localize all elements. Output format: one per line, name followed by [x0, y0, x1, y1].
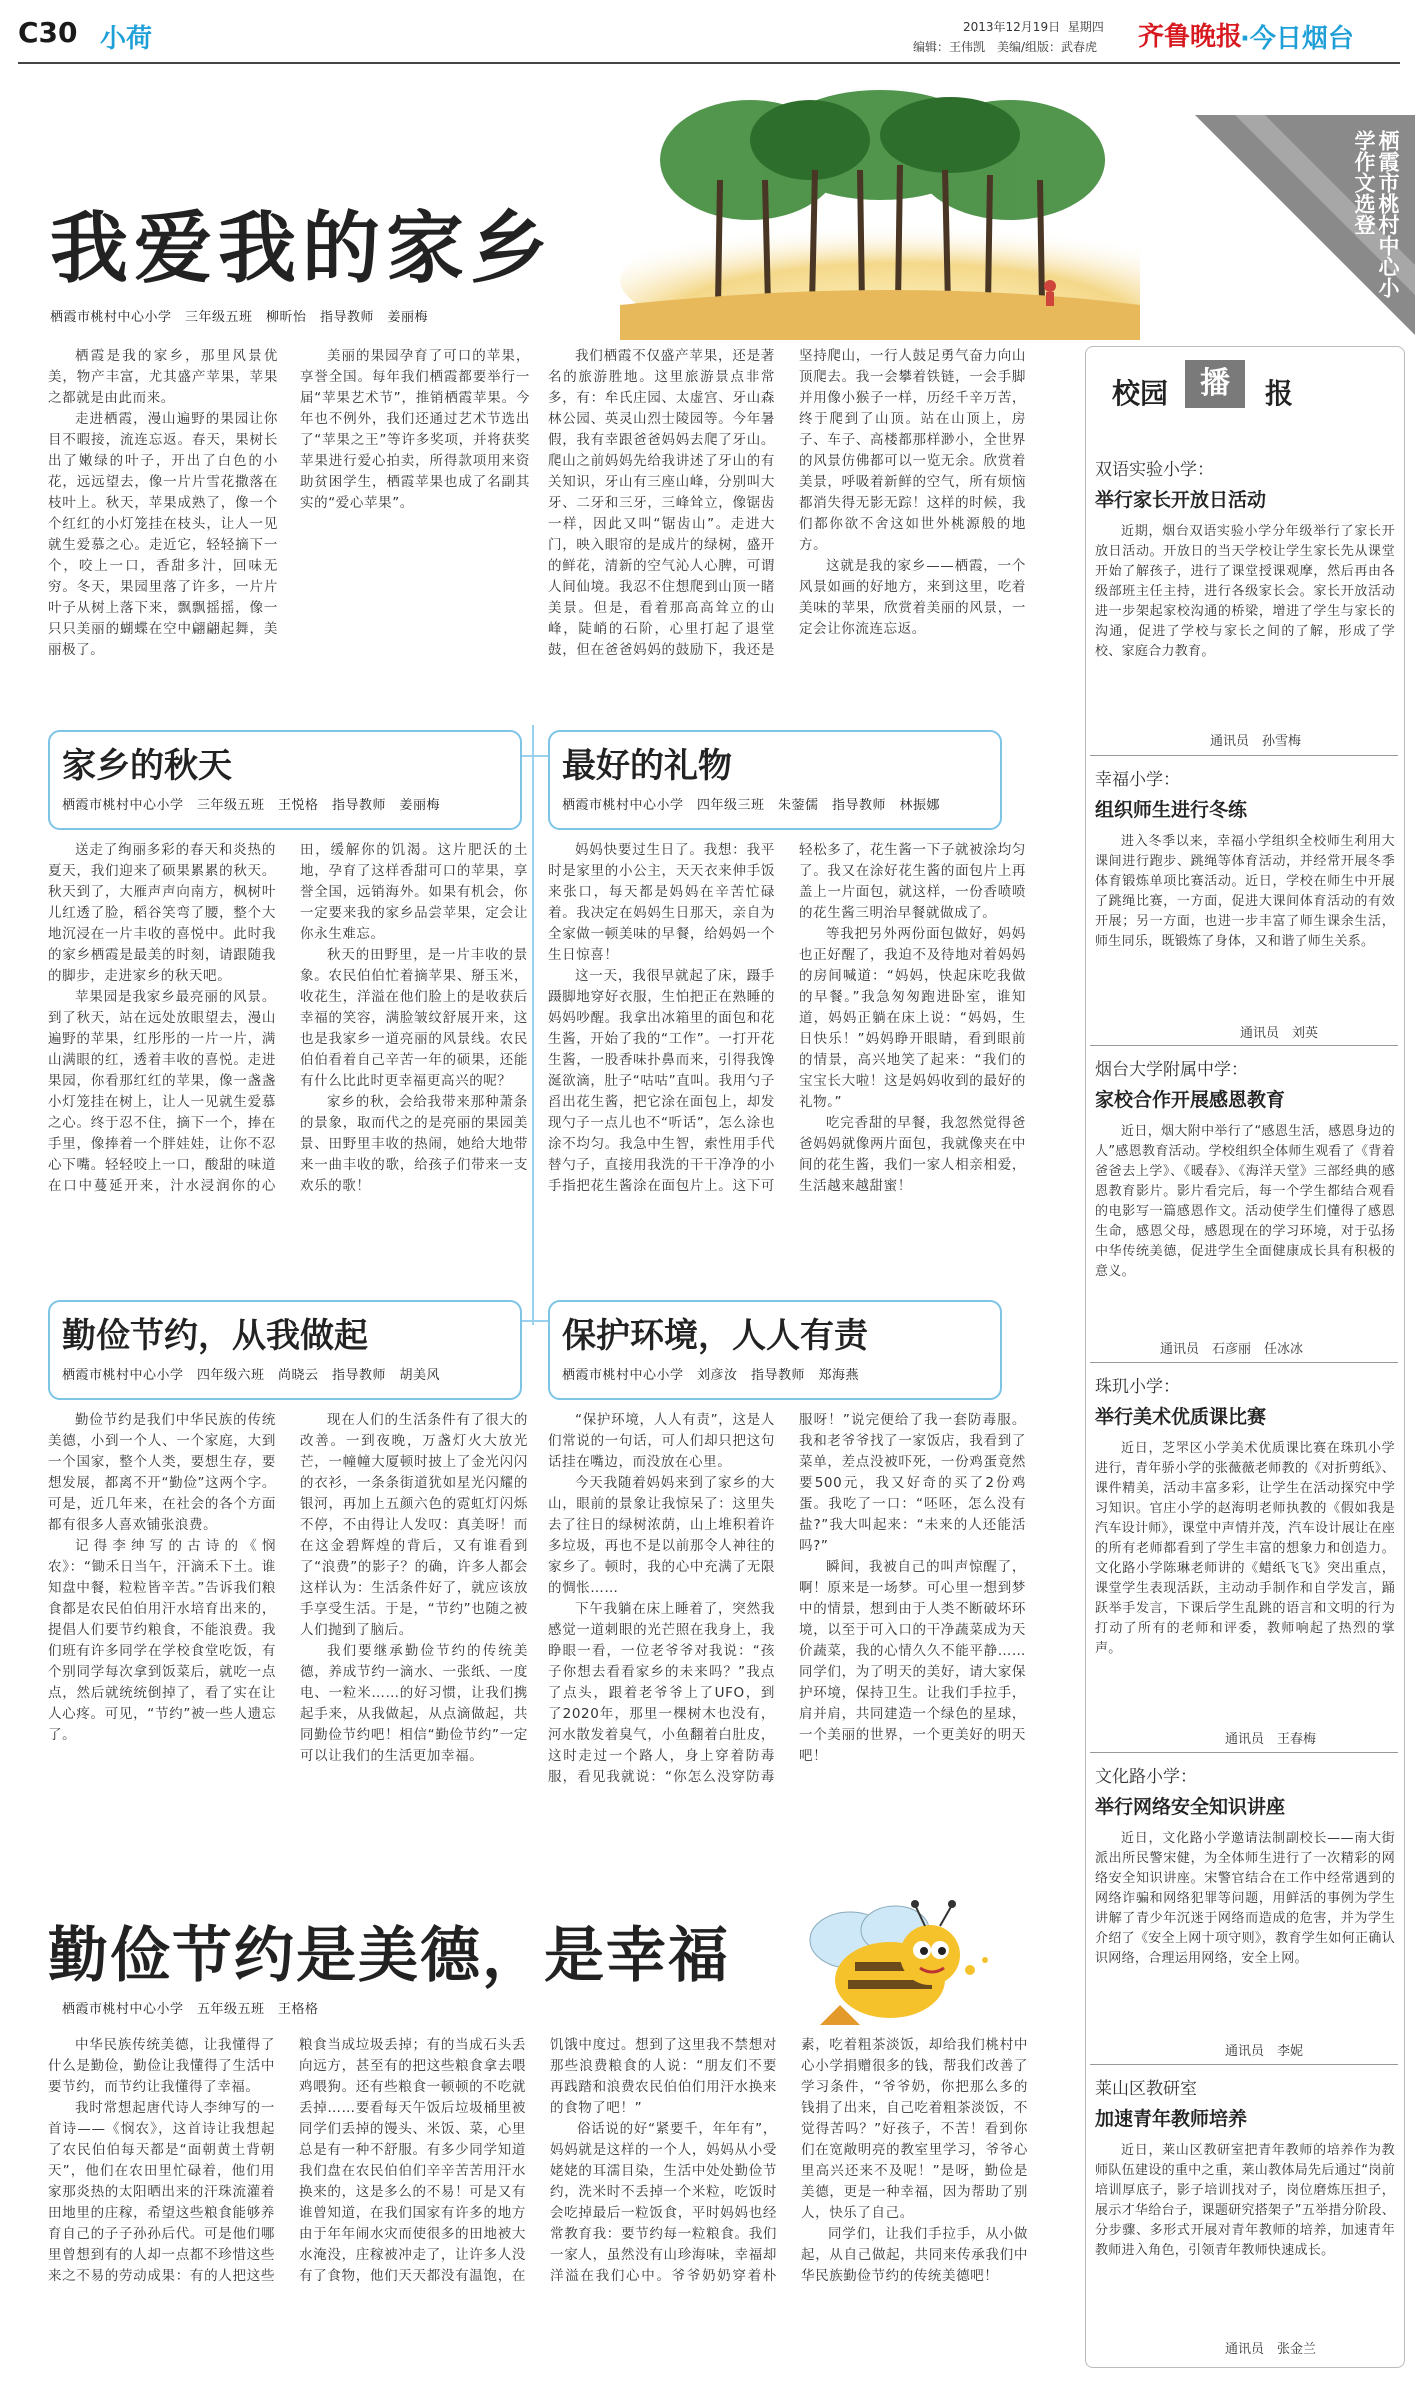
article2-byline: 栖霞市桃村中心小学 三年级五班 王悦格 指导教师 姜丽梅	[62, 798, 441, 813]
news-divider	[1090, 2064, 1398, 2065]
article3-title: 最好的礼物	[562, 746, 732, 786]
forest-illustration	[600, 90, 1140, 340]
article4-title: 勤俭节约，从我做起	[62, 1316, 368, 1356]
paragraph: 我们要继承勤俭节约的传统美德，养成节约一滴水、一张纸、一度电、一粒米……的好习惯，让我们携起手来，从我做起，从点滴做起，共同勤俭节约吧！相信“勤俭节约”一定可以让我们的生活更加幸福。	[300, 1643, 528, 1764]
news-body: 近日，烟大附中举行了“感恩生活，感恩身边的人”感恩教育活动。学校组织全体师生观看了《背着爸爸去上学》、《暖春》、《海洋天堂》三部经典的感恩教育影片。影片看完后，每一个学生都结合观看的电影写一篇感恩作文。活动使学生们懂得了感恩生命，感恩父母，感恩现在的学习环境，对于弘扬中华传统美德，促进学生全面健康成长具有积极的意义。	[1095, 1124, 1395, 1279]
paragraph: 勤俭节约是我们中华民族的传统美德，小到一个人、一个家庭，大到一个国家，整个人类，要想生存，要想发展，都离不开“勤俭”这两个字。可是，近几年来，在社会的各个方面都有很多人喜欢铺张浪费。	[48, 1412, 276, 1533]
article3-byline: 栖霞市桃村中心小学 四年级三班 朱蓥儒 指导教师 林振娜	[562, 798, 941, 813]
page-number: C30	[18, 16, 78, 49]
issue-date: 2013年12月19日 星期四	[963, 20, 1104, 34]
article6-byline: 栖霞市桃村中心小学 五年级五班 王格格	[62, 2002, 319, 2017]
sidebar-title-c: 报	[1265, 377, 1294, 410]
news-headline: 举行网络安全知识讲座	[1095, 1796, 1286, 1818]
brand-logo: 齐鲁晚报	[1138, 22, 1243, 52]
brand-sub: ·今日烟台	[1240, 24, 1354, 54]
paragraph: 苹果园是我家乡最亮丽的风景。到了秋天，站在远处放眼望去，漫山遍野的苹果，红彤彤的一片一片，满山满眼的红，透着丰收的喜悦。走进果园，你看那红红的苹果，像一盏盏小灯笼挂在树上，让人一见就生爱慕之心。终于忍不住，摘下一个，捧在手里，像捧着一个胖娃娃，让你不忍心下嘴。轻轻咬上一口，酸甜的味道在口中蔓延开来，汁水浸润你的心田，缓解你的饥渴。这片肥沃的土地，孕育了这样香甜可口的苹果，享誉全国，远销海外。如果有机会，你一定要来我的家乡品尝苹果，定会让你永生难忘。	[48, 842, 528, 1194]
article4-byline: 栖霞市桃村中心小学 四年级六班 尚晓云 指导教师 胡美风	[62, 1368, 441, 1383]
news-school: 珠玑小学：	[1095, 1377, 1180, 1397]
news-signature: 通讯员 石彦丽 任冰冰	[1160, 1342, 1304, 1357]
article4-body	[48, 1410, 528, 1875]
paragraph: “保护环境，人人有责”，这是人们常说的一句话，可人们却只把这句话挂在嘴边，而没放在心里。	[548, 1412, 775, 1470]
paragraph: 等我把另外两份面包做好，妈妈也正好醒了，我迫不及待地对着妈妈的房间喊道：“妈妈，快起床吃我做的早餐。”我急匆匆跑进卧室，谁知道，妈妈正躺在床上说：“妈妈，生日快乐！”妈妈睁开眼睛，看到眼前的情景，高兴地笑了起来：“我们的宝宝长大啦！这是妈妈收到的最好的礼物。”	[799, 926, 1026, 1110]
sidebar-title-a: 校园	[1112, 377, 1169, 410]
news-body: 近日，莱山区教研室把青年教师的培养作为教师队伍建设的重中之重，莱山教体局先后通过“岗前培训厚底子，影子培训找对子，岗位磨炼压担子，展示才华给台子，课题研究搭架子”五举措分阶段、分步骤、多形式开展对青年教师的培养，加速青年教师进入角色，引领青年教师快速成长。	[1095, 2143, 1395, 2258]
editors: 编辑：王伟凯 美编/组版：武春虎	[913, 40, 1098, 54]
paragraph: 秋天的田野里，是一片丰收的景象。农民伯伯忙着摘苹果、掰玉米，收花生，洋溢在他们脸上的是收获后幸福的笑容，满脸皱纹舒展开来，这也是我家乡一道亮丽的风景线。农民伯伯看着自己辛苦一年的硕果，还能有什么比此时更幸福更高兴的呢？	[300, 947, 528, 1089]
news-school: 幸福小学：	[1095, 770, 1180, 790]
paragraph: 中华民族传统美德，让我懂得了什么是勤俭，勤俭让我懂得了生活中要节约，而节约让我懂得了幸福。	[48, 2037, 275, 2095]
paragraph: 俗话说的好“紧要千，年年有”，妈妈就是这样的一个人，妈妈从小受姥姥的耳濡目染，生活中处处勤俭节约，洗米时不丢掉一个米粒，吃饭时会吃掉最后一粒饭食，平时妈妈也经常教育我：要节约每一粒粮食。我们一家人，虽然没有山珍海味，幸福却洋溢在我们心中。爷爷奶奶穿着朴素，吃着粗茶淡饭，却给我们桃村中心小学捐赠很多的钱，帮我们改善了学习条件，“爷爷奶，你把那么多的钱捐了出来，自己吃着粗茶淡饭，不觉得苦吗？”好孩子，不苦！看到你们在宽敞明亮的教室里学习，爷爷心里高兴还来不及呢！”是呀，勤俭是美德，更是一种幸福，因为帮助了别人，快乐了自己。	[550, 2037, 1028, 2284]
paragraph: 吃完香甜的早餐，我忽然觉得爸爸妈妈就像两片面包，我就像夹在中间的花生酱，我们一家人相亲相爱，生活越来越甜蜜！	[799, 1115, 1026, 1194]
article5-byline: 栖霞市桃村中心小学 刘彦汝 指导教师 郑海燕	[562, 1368, 860, 1383]
article6-body	[48, 2035, 1028, 2365]
sidebar-title-b: 播	[1185, 360, 1245, 408]
article6-title: 勤俭节约是美德，是幸福	[48, 1921, 730, 1991]
paragraph: 走进栖霞，漫山遍野的果园让你目不暇接，流连忘返。春天，果树长出了嫩绿的叶子，开出了白色的小花，远远望去，像一片片雪花撒落在枝叶上。秋天，苹果成熟了，像一个个红红的小灯笼挂在枝头，让人一见就生爱慕之心。走近它，轻轻摘下一个，咬上一口，香甜多汁，回味无穷。冬天，果园里落了许多，一片片叶子从树上落下来，飘飘摇摇，像一只只美丽的蝴蝶在空中翩翩起舞，美丽极了。	[48, 411, 278, 658]
paragraph: 同学们，让我们手拉手，从小做起，从自己做起，共同来传承我们中华民族勤俭节约的传统美德吧！	[801, 2226, 1028, 2284]
paragraph: 瞬间，我被自己的叫声惊醒了，啊！原来是一场梦。可心里一想到梦中的情景，想到由于人类不断破坏环境，以至于可入口的干净蔬菜成为天价蔬菜，我的心情久久不能平静……同学们，为了明天的美好，请大家保护环境，保持卫生。让我们手拉手，肩并肩，共同建造一个绿色的星球，一个美丽的世界，一个更美好的明天吧！	[799, 1559, 1026, 1764]
ribbon-text: 栖霞市桃村中心小学作文选登	[1352, 130, 1400, 298]
news-divider	[1090, 1045, 1398, 1046]
news-divider	[1090, 1362, 1398, 1363]
news-signature: 通讯员 王春梅	[1225, 1732, 1317, 1747]
paragraph: 妈妈快要过生日了。我想：我平时是家里的小公主，天天衣来伸手饭来张口，每天都是妈妈在辛苦忙碌着。我决定在妈妈生日那天，亲自为全家做一顿美味的早餐，给妈妈一个生日惊喜！	[548, 842, 775, 963]
article5-title: 保护环境，人人有责	[562, 1316, 868, 1356]
main-title: 我爱我的家乡	[50, 204, 555, 294]
news-school: 烟台大学附属中学：	[1095, 1060, 1248, 1080]
news-body: 近日，芝罘区小学美术优质课比赛在珠玑小学进行，青年骄小学的张薇薇老师教的《对折剪纸》、课件精美，活动丰富多彩，让学生在活动探究中学习知识。官庄小学的赵海明老师执教的《假如我是汽车设计师》，课堂中声情并茂，汽车设计展让在座的所有老师都看到了学生丰富的想象力和创造力。文化路小学陈琳老师讲的《蜡纸飞飞》突出重点，课堂学生表现活跃，主动动手制作和自学发言，踊跃举手发言，下课后学生乱跳的语言和文明的行为打动了所有的老师和评委，教师响起了热烈的掌声。	[1095, 1441, 1395, 1656]
paragraph: 美丽的果园孕育了可口的苹果，享誉全国。每年我们栖霞都要举行一届“苹果艺术节”，推销栖霞苹果。今年也不例外，我们还通过艺术节选出了“苹果之王”等许多奖项，并将获奖苹果进行爱心拍卖，所得款项用来资助贫困学生，栖霞苹果也成了名副其实的“爱心苹果”。	[300, 348, 530, 511]
news-school: 双语实验小学：	[1095, 460, 1214, 480]
news-school: 莱山区教研室	[1095, 2079, 1197, 2099]
section-name: 小荷	[100, 24, 153, 54]
news-divider	[1090, 755, 1398, 756]
news-headline: 加速青年教师培养	[1095, 2108, 1248, 2130]
main-article-col2	[300, 346, 530, 514]
news-body: 进入冬季以来，幸福小学组织全校师生利用大课间进行跑步、跳绳等体育活动，并经常开展冬季体育锻炼单项比赛活动。近日，学校在师生中开展了跳绳比赛，一方面，促进大课间体育活动的有效开展；另一方面，也进一步丰富了师生课余生活，师生同乐，既锻炼了身体，又和谐了师生关系。	[1095, 834, 1395, 949]
paragraph: 我们栖霞不仅盛产苹果，还是著名的旅游胜地。这里旅游景点非常多，有：牟氏庄园、太虚宫、牙山森林公园、英灵山烈士陵园等。今年暑假，我有幸跟爸爸妈妈去爬了牙山。爬山之前妈妈先给我讲述了牙山的有关知识，牙山有三座山峰，分别叫大牙、二牙和三牙，三峰耸立，像锯齿一样，因此又叫“锯齿山”。走进大门，映入眼帘的是成片的绿树，盛开的鲜花，清新的空气沁人心脾，可谓人间仙境。我忍不住想爬到山顶一睹美景。但是，看着那高高耸立的山峰，陡峭的石阶，心里打起了退堂鼓，但在爸爸妈妈的鼓励下，我还是坚持爬山，一行人鼓足勇气奋力向山顶爬去。我一会攀着铁链，一会手脚并用像小猴子一样，历经千辛万苦，终于爬到了山顶。站在山顶上，房子、车子、高楼都那样渺小，全世界的风景仿佛都可以一览无余。欣赏着美景，呼吸着新鲜的空气，所有烦恼都消失得无影无踪！这样的时候，我们都你欲不舍这如世外桃源般的地方。	[548, 348, 1026, 658]
divider	[532, 725, 534, 1325]
paragraph: 我时常想起唐代诗人李绅写的一首诗——《悯农》，这首诗让我想起了农民伯伯每天都是“面朝黄土背朝天”，他们在农田里忙碌着，他们用家那炎热的太阳晒出来的汗珠流灌着田地里的庄稼，希望这些粮食能够养育自己的子子孙孙后代。可是他们哪里曾想到有的人却一点都不珍惜这些来之不易的劳动成果：有的人把这些粮食当成垃圾丢掉；有的当成石头丢向远方，甚至有的把这些粮食拿去喂鸡喂狗。还有些粮食一顿顿的不吃就丢掉……要看每天午饭后垃圾桶里被同学们丢掉的馒头、米饭、菜，心里总是有一种不舒服。有多少同学知道我们盘在农民伯伯们辛辛苦苦用汗水换来的，这是多么的不易！可是又有谁曾知道，在我们国家有许多的地方由于年年闹水灾而使很多的田地被大水淹没，庄稼被冲走了，让许多人没有了食物，他们天天都没有温饱，在饥饿中度过。想到了这里我不禁想对那些浪费粮食的人说：“朋友们不要再践踏和浪费农民伯伯们用汗水换来的食物了吧！”	[48, 2037, 777, 2284]
news-headline: 举行家长开放日活动	[1095, 489, 1267, 511]
news-headline: 家校合作开展感恩教育	[1095, 1089, 1286, 1111]
main-byline: 栖霞市桃村中心小学 三年级五班 柳昕怡 指导教师 姜丽梅	[50, 310, 429, 325]
page-header	[0, 0, 1417, 58]
paragraph: 记得李绅写的古诗的《悯农》：“锄禾日当午，汗滴禾下土。谁知盘中餐，粒粒皆辛苦。”告诉我们粮食都是农民伯伯用汗水培育出来的，提倡人们要节约粮食，不能浪费。我们班有许多同学在学校食堂吃饭，有个别同学每次拿到饭菜后，就吃一点点，然后就统统倒掉了，看了实在让人心疼。可见，“节约”被一些人遗忘了。	[48, 1538, 276, 1743]
main-article-col34	[548, 346, 1026, 672]
article5-body	[548, 1410, 1026, 1875]
news-headline: 举行美术优质课比赛	[1095, 1406, 1267, 1428]
header-rule	[18, 62, 1400, 64]
bee-illustration	[780, 1880, 1020, 2030]
news-signature: 通讯员 李妮	[1225, 2044, 1304, 2059]
news-headline: 组织师生进行冬练	[1095, 799, 1248, 821]
news-body: 近日，文化路小学邀请法制副校长——南大街派出所民警宋健，为全体师生进行了一次精彩的网络安全知识讲座。宋警官结合在工作中经常遇到的网络诈骗和网络犯罪等问题，用鲜活的事例为学生讲解了青少年沉迷于网络而造成的危害，并为学生介绍了《安全上网十项守则》，教育学生如何正确认识网络，合理运用网络，安全上网。	[1095, 1831, 1395, 1966]
paragraph: 栖霞是我的家乡，那里风景优美，物产丰富，尤其盛产苹果，苹果之都就是由此而来。	[48, 348, 278, 406]
news-divider	[1090, 1752, 1398, 1753]
article3-body	[548, 840, 1026, 1300]
paragraph: 这就是我的家乡——栖霞，一个风景如画的好地方，来到这里，吃着美味的苹果，欣赏着美丽的风景，一定会让你流连忘返。	[799, 558, 1026, 637]
article2-body	[48, 840, 528, 1300]
news-school: 文化路小学：	[1095, 1767, 1197, 1787]
paragraph: 家乡的秋，会给我带来那种萧条的景象，取而代之的是亮丽的果园美景、田野里丰收的热闹，她给大地带来一曲丰收的歌，给孩子们带来一支欢乐的歌！	[300, 1094, 528, 1194]
news-signature: 通讯员 孙雪梅	[1210, 734, 1302, 749]
news-body: 近期，烟台双语实验小学分年级举行了家长开放日活动。开放日的当天学校让学生家长先从课堂开始了解孩子，进行了课堂授课观摩，然后再由各级部班主任主持，进行各级家长会。家长开放活动进一步架起家校沟通的桥梁，增进了学生与家长的沟通，促进了学校与家长之间的了解，形成了学校、家庭合力教育。	[1095, 524, 1395, 659]
paragraph: 下午我躺在床上睡着了，突然我感觉一道刺眼的光芒照在我身上，我睁眼一看，一位老爷爷对我说：“孩子你想去看看家乡的未来吗？”我点了点头，跟着老爷爷上了UFO，到了2020年，那里一棵树木也没有，河水散发着臭气，小鱼翻着白肚皮，这时走过一个路人，身上穿着防毒服，看见我就说：“你怎么没穿防毒服呀！”说完便给了我一套防毒服。我和老爷爷找了一家饭店，我看到了菜单，差点没被吓死，一份鸡蛋竟然要500元，我又好奇的买了2份鸡蛋。我吃了一口：“呸呸，怎么没有盐?”我大叫起来：“未来的人还能活吗?”	[548, 1412, 1026, 1785]
news-signature: 通讯员 刘英	[1240, 1026, 1319, 1041]
paragraph: 这一天，我很早就起了床，蹑手蹑脚地穿好衣服，生怕把正在熟睡的妈妈吵醒。我拿出冰箱里的面包和花生酱，开始了我的“工作”。一打开花生酱，一股香味扑鼻而来，引得我馋涎欲滴，肚子“咕咕”直叫。我用勺子舀出花生酱，把它涂在面包上，却发现勺子一点儿也不“听话”，怎么涂也涂不均匀。我急中生智，索性用手代替勺子，直接用我洗的干干净净的小手指把花生酱涂在面包片上。这下可轻松多了，花生酱一下子就被涂均匀了。我又在涂好花生酱的面包片上再盖上一片面包，就这样，一份香喷喷的花生酱三明治早餐就做成了。	[548, 842, 1026, 1194]
main-article-col1	[48, 346, 278, 661]
news-signature: 通讯员 张金兰	[1225, 2342, 1317, 2357]
paragraph: 今天我随着妈妈来到了家乡的大山，眼前的景象让我惊呆了：这里失去了往日的绿树浓荫，山上堆积着许多垃圾，再也不是以前那令人神往的家乡了。顿时，我的心中充满了无限的惆怅……	[548, 1475, 775, 1596]
article2-title: 家乡的秋天	[62, 746, 232, 786]
paragraph: 现在人们的生活条件有了很大的改善。一到夜晚，万盏灯火大放光芒，一幢幢大厦顿时披上了金光闪闪的衣衫，一条条街道犹如星光闪耀的银河，再加上五颜六色的霓虹灯闪烁不停，不由得让人发叹：真美呀！而在这金碧辉煌的背后，又有谁看到了“浪费”的影子？的确，许多人都会这样认为：生活条件好了，就应该放手享受生活。于是，“节约”也随之被人们抛到了脑后。	[300, 1412, 528, 1638]
paragraph: 送走了绚丽多彩的春天和炎热的夏天，我们迎来了硕果累累的秋天。秋天到了，大雁声声向南方，枫树叶儿红透了脸，稻谷笑弯了腰，整个大地沉浸在一片丰收的喜悦中。此时我的家乡栖霞是最美的时刻，请跟随我的脚步，走进家乡的秋天吧。	[48, 842, 276, 984]
